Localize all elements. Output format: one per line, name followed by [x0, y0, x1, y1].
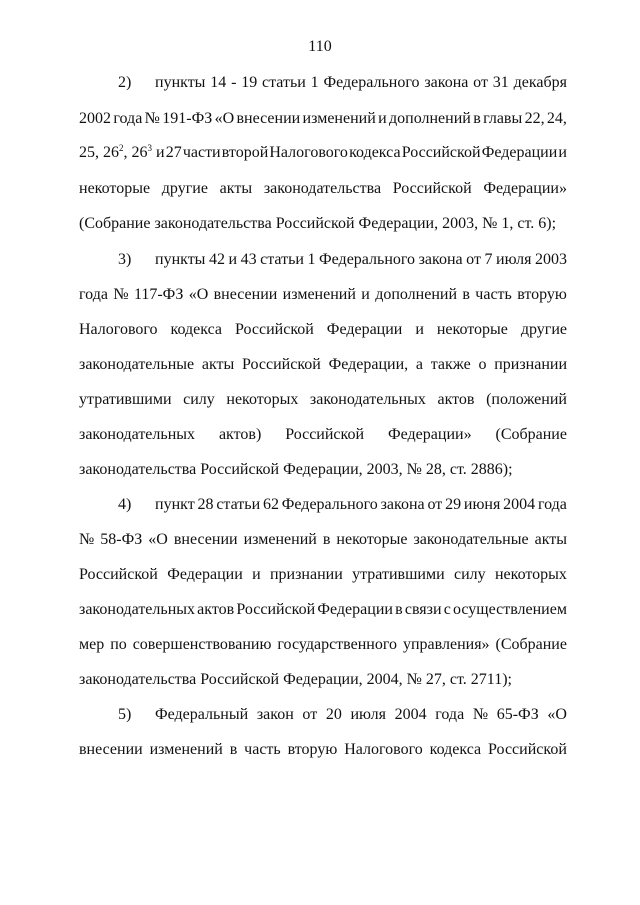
text-line: утратившими силу некоторых законодательных актов (положений [79, 391, 567, 408]
page-number: 110 [308, 38, 332, 55]
text-line: мер по совершенствованию государственного управления» (Собрание [79, 636, 567, 653]
text-fragment: , 26 [123, 144, 148, 161]
text-line: (Собрание законодательства Российской Федерации, 2003, № 1, ст. 6); [79, 215, 557, 232]
text-line: Федеральный закон от 20 июля 2004 года № 65-ФЗ «О [155, 706, 567, 723]
text-line: Российской Федерации и признании утратившими силу некоторых [79, 566, 567, 583]
text-line-with-superscripts [79, 143, 567, 163]
item-number: 5) [118, 706, 132, 723]
text-line: некоторые другие акты законодательства Российской Федерации» [79, 180, 567, 197]
text-fragment: и 27 части второй Налогового кодекса Российской Федерации и [156, 144, 567, 161]
text-line: законодательства Российской Федерации, 2004, № 27, ст. 2711); [79, 671, 512, 688]
superscript: 3 [147, 143, 152, 153]
text-line: 2002 года № 191-ФЗ «О внесении изменений и дополнений в главы 22, 24, [79, 110, 567, 127]
text-line: внесении изменений в часть вторую Налогового кодекса Российской [79, 741, 567, 758]
item-number: 4) [118, 496, 132, 513]
text-line: законодательные акты Российской Федерации, а также о признании [79, 356, 567, 373]
text-line: Налогового кодекса Российской Федерации и некоторые другие [79, 321, 567, 338]
text-line: законодательства Российской Федерации, 2003, № 28, ст. 2886); [79, 461, 513, 478]
text-line: № 58-ФЗ «О внесении изменений в некоторые законодательные акты [79, 531, 567, 548]
text-line: пункты 14 - 19 статьи 1 Федерального закона от 31 декабря [155, 74, 567, 91]
text-line: законодательных актов Российской Федерации в связи с осуществлением [79, 601, 567, 618]
item-number: 2) [118, 74, 132, 91]
text-line: пункт 28 статьи 62 Федерального закона от 29 июня 2004 года [155, 496, 567, 513]
text-line: законодательных актов) Российской Федерации» (Собрание [79, 426, 567, 443]
text-fragment: 25, 26 [79, 144, 119, 161]
text-line: года № 117-ФЗ «О внесении изменений и дополнений в часть вторую [79, 286, 567, 303]
item-number: 3) [118, 251, 132, 268]
text-line: пункты 42 и 43 статьи 1 Федерального закона от 7 июля 2003 [155, 251, 567, 268]
superscript: 2 [119, 143, 124, 153]
